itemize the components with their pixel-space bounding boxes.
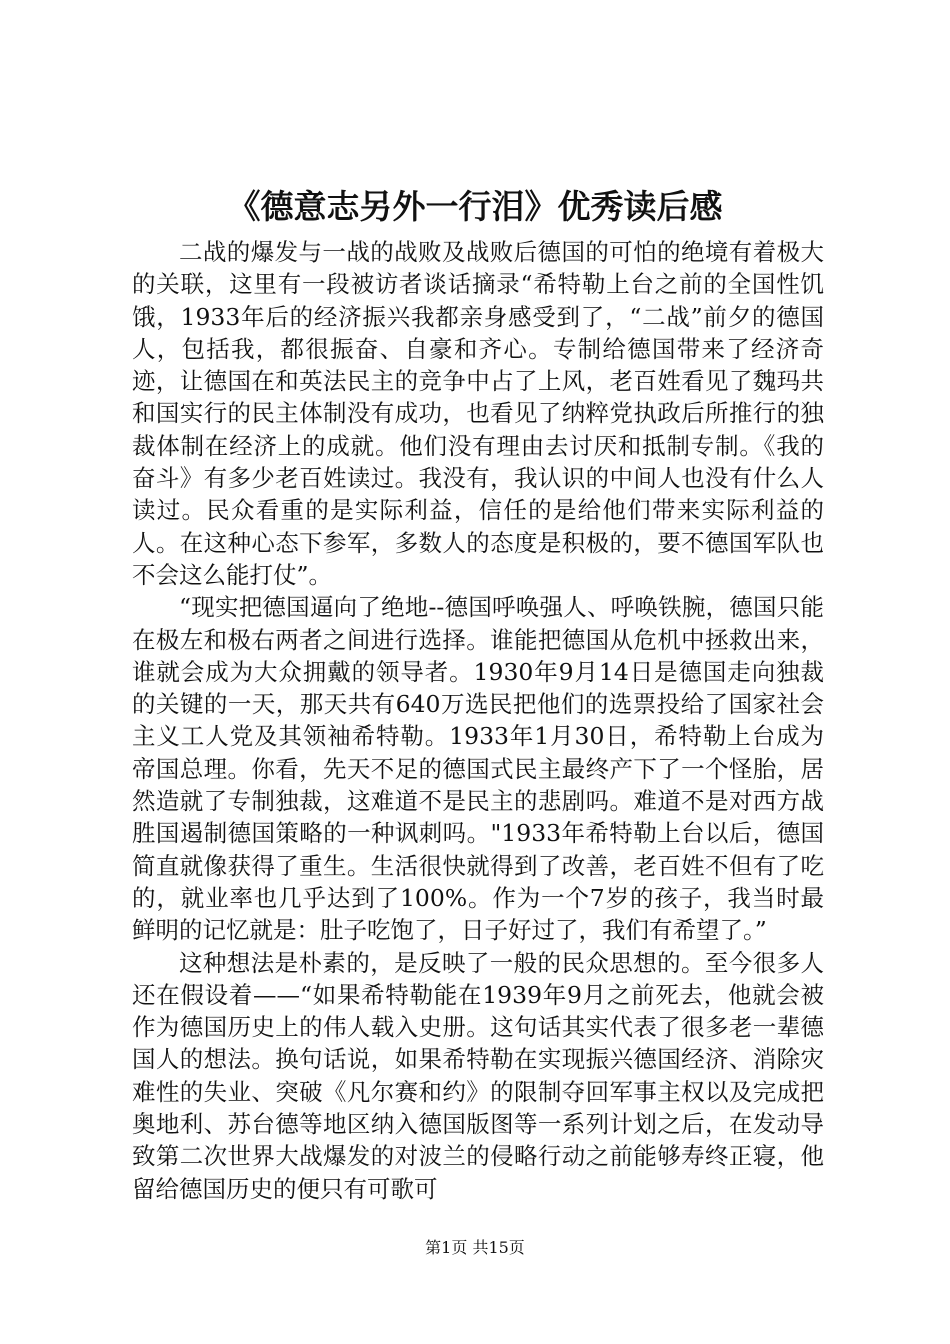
page-footer: 第1页 共15页 (425, 1238, 525, 1257)
paragraph-2: “现实把德国逼向了绝地--德国呼唤强人、呼唤铁腕，德国只能在极左和极右两者之间进行选择。谁能把德国从危机中拯救出来，谁就会成为大众拥戴的领导者。1930年9月14日是德国走向独裁的关键的一天，那天共有640万选民把他们的选票投给了国家社会主义工人党及其领袖希特勒。1933年1月30日，希特勒上台成为帝国总理。你看，先天不足的德国式民主最终产下了一个怪胎，居然造就了专制独裁，这难道不是民主的悲剧吗。难道不是对西方战胜国遏制德国策略的一种讽刺吗。"1933年希特勒上台以后，德国简直就像获得了重生。生活很快就得到了改善，老百姓不但有了吃的，就业率也几乎达到了100%。作为一个7岁的孩子，我当时最鲜明的记忆就是：肚子吃饱了，日子好过了，我们有希望了。” (132, 593, 824, 945)
paragraph-3: 这种想法是朴素的，是反映了一般的民众思想的。至今很多人还在假设着——“如果希特勒能在1939年9月之前死去，他就会被作为德国历史上的伟人载入史册。这句话其实代表了很多老一辈德国人的想法。换句话说，如果希特勒在实现振兴德国经济、消除灾难性的失业、突破《凡尔赛和约》的限制夺回军事主权以及完成把奥地利、苏台德等地区纳入德国版图等一系列计划之后，在发动导致第二次世界大战爆发的对波兰的侵略行动之前能够寿终正寝，他留给德国历史的便只有可歌可 (132, 948, 824, 1203)
document-title: 《德意志另外一行泪》优秀读后感 (227, 187, 723, 226)
paragraph-1: 二战的爆发与一战的战败及战败后德国的可怕的绝境有着极大的关联，这里有一段被访者谈话摘录“希特勒上台之前的全国性饥饿，1933年后的经济振兴我都亲身感受到了，“二战”前夕的德国人，包括我，都很振奋、自豪和齐心。专制给德国带来了经济奇迹，让德国在和英法民主的竞争中占了上风，老百姓看见了魏玛共和国实行的民主体制没有成功，也看见了纳粹党执政后所推行的独裁体制在经济上的成就。他们没有理由去讨厌和抵制专制。《我的奋斗》有多少老百姓读过。我没有，我认识的中间人也没有什么人读过。民众看重的是实际利益，信任的是给他们带来实际利益的人。在这种心态下参军，多数人的态度是积极的，要不德国军队也不会这么能打仗”。 (132, 238, 824, 589)
document-body (132, 236, 824, 1205)
